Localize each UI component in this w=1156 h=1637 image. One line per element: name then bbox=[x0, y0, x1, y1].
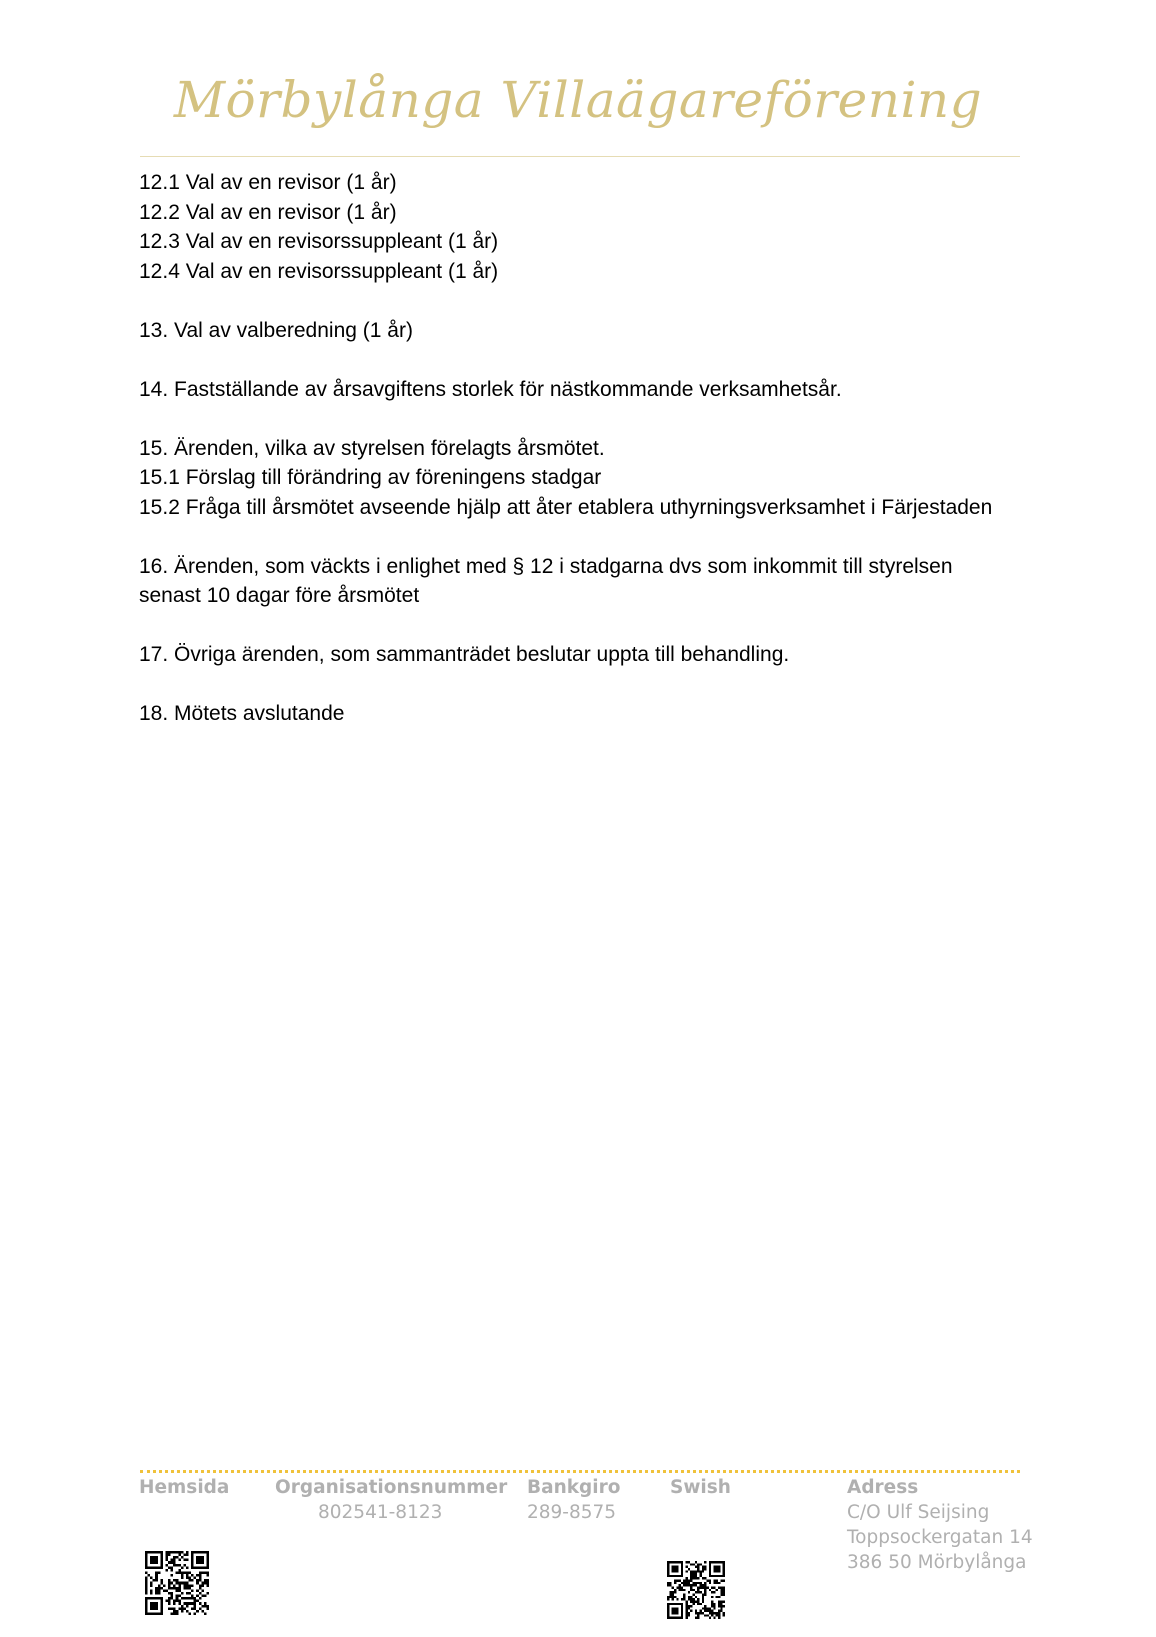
footer-adress-line-2: Toppsockergatan 14 bbox=[847, 1527, 1033, 1548]
header-divider bbox=[140, 156, 1020, 157]
agenda-item: 15. Ärenden, vilka av styrelsen förelagts årsmötet. bbox=[139, 436, 605, 460]
footer-hemsida-label: Hemsida bbox=[139, 1477, 230, 1498]
agenda-item: 17. Övriga ärenden, som sammanträdet beslutar uppta till behandling. bbox=[139, 643, 790, 666]
agenda-item: 14. Fastställande av årsavgiftens storlek för nästkommande verksamhetsår. bbox=[139, 377, 842, 401]
page-title: Mörbylånga Villaägareförening bbox=[173, 71, 983, 129]
agenda-item: 12.3 Val av en revisorssuppleant (1 år) bbox=[139, 230, 499, 253]
footer-adress-line-3: 386 50 Mörbylånga bbox=[847, 1552, 1027, 1573]
agenda-block bbox=[139, 552, 1019, 611]
agenda-block bbox=[139, 640, 1019, 670]
hemsida-qr-code-icon[interactable] bbox=[145, 1551, 209, 1615]
agenda-item: 16. Ärenden, som väckts i enlighet med § 12 i stadgarna dvs som inkommit till styrelsen senast 10 dagar före årsmötet bbox=[139, 554, 953, 607]
agenda-item: 15.2 Fråga till årsmötet avseende hjälp att åter etablera uthyrningsverksamhet i Färjestaden bbox=[139, 495, 993, 519]
agenda-list bbox=[139, 168, 1019, 758]
agenda-item: 12.2 Val av en revisor (1 år) bbox=[139, 200, 397, 224]
footer-swish-label: Swish bbox=[670, 1477, 731, 1498]
agenda-block bbox=[139, 375, 1019, 405]
agenda-item: 13. Val av valberedning (1 år) bbox=[139, 318, 413, 342]
footer-bankgiro-value: 289-8575 bbox=[527, 1502, 617, 1523]
agenda-item: 18. Mötets avslutande bbox=[139, 702, 345, 725]
agenda-block bbox=[139, 434, 1019, 523]
footer-adress-line-1: C/O Ulf Seijsing bbox=[847, 1502, 990, 1523]
swish-qr-code-icon[interactable] bbox=[667, 1561, 725, 1619]
agenda-item: 12.4 Val av en revisorssuppleant (1 år) bbox=[139, 259, 499, 283]
agenda-block bbox=[139, 699, 1019, 729]
footer-adress-label: Adress bbox=[847, 1477, 919, 1498]
footer-org-label: Organisationsnummer bbox=[275, 1477, 508, 1498]
agenda-block bbox=[139, 168, 1019, 286]
agenda-item: 15.1 Förslag till förändring av föreningens stadgar bbox=[139, 466, 602, 489]
footer-bankgiro-label: Bankgiro bbox=[527, 1477, 621, 1498]
footer-org-value: 802541-8123 bbox=[318, 1502, 443, 1523]
agenda-item: 12.1 Val av en revisor (1 år) bbox=[139, 171, 397, 194]
agenda-block bbox=[139, 316, 1019, 346]
footer-divider bbox=[140, 1470, 1020, 1473]
